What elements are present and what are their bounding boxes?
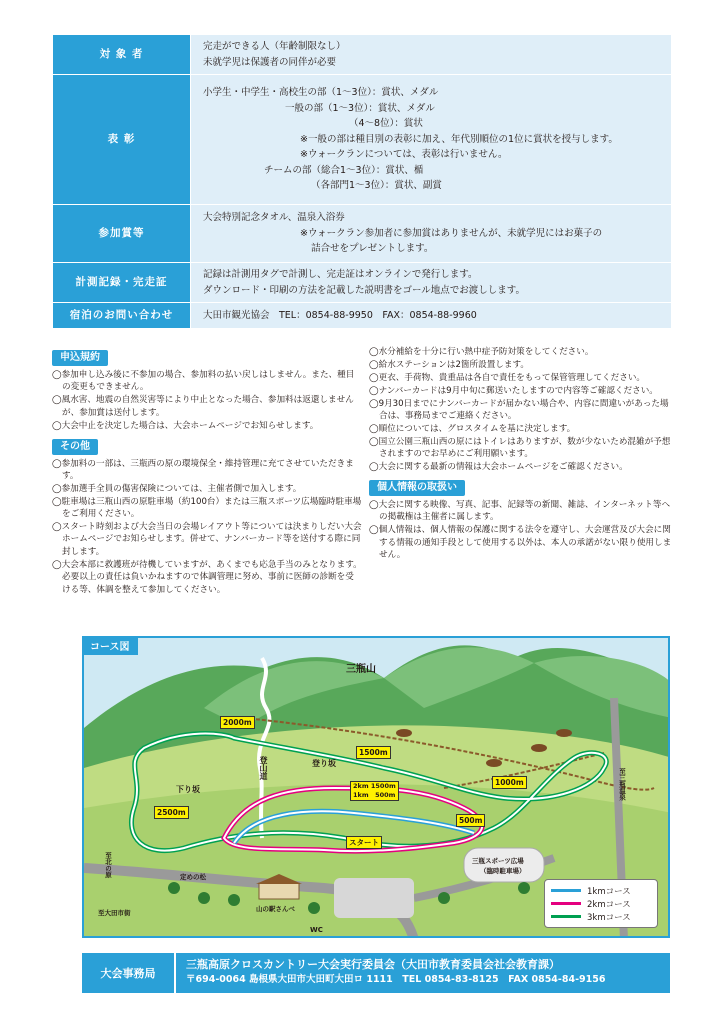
road-label-onsen: 至三瓶温泉 <box>618 768 626 801</box>
list-item: ◯風水害、地震の自然災害等により中止となった場合、参加料は返還しませんが、参加賞は送付します。 <box>52 395 354 418</box>
row-label: 表 彰 <box>53 75 191 205</box>
list-item: ◯大会中止を決定した場合は、大会ホームページでお知らせします。 <box>52 420 319 431</box>
legend-label: 2kmコース <box>587 899 631 910</box>
value-line: 記録は計測用タグで計測し、完走証はオンラインで発行します。 <box>203 269 478 280</box>
value-line: 大田市観光協会 TEL：0854-88-9950 FAX：0854-88-9960 <box>203 309 477 321</box>
legend-item <box>551 884 651 897</box>
list-item: ◯大会本部に救護班が待機していますが、あくまでも応急手当のみとなります。必要以上の責任は負いかねますので体調管理に努め、事前に医師の診断を受ける等、体調を整えて参加してください。 <box>52 559 362 595</box>
footer-body <box>174 953 670 993</box>
organizer-address: 〒694-0064 島根県大田市大田町大田ロ 1111 TEL 0854-83-8125 FAX 0854-84-9156 <box>186 974 606 985</box>
list-item: ◯更衣、手荷物、貴重品は各自で責任をもって保管管理してください。 <box>369 372 646 383</box>
value-line: 小学生・中学生・高校生の部（1～3位）：賞状、メダル <box>203 87 439 99</box>
course-map-tag: コース図 <box>82 636 138 655</box>
list-item: ◯スタート時刻および大会当日の会場レイアウト等については決まりしだい大会ホームページでお知らせします。併せて、ナンバーカード等を送付する際に同封します。 <box>52 522 362 557</box>
table-row <box>53 205 672 263</box>
row-value <box>191 75 672 205</box>
legend-item <box>551 910 651 923</box>
parking-label: （臨時駐車場） <box>480 867 526 875</box>
list-item: ◯水分補給を十分に行い熱中症予防対策をしてください。 <box>369 347 594 357</box>
value-line: （4～8位）：賞状 <box>349 118 423 130</box>
table-row <box>53 75 672 205</box>
section-heading-privacy: 個人情報の取扱い <box>369 480 465 496</box>
row-value <box>191 263 672 303</box>
list-item: ◯国立公園三瓶山西の原にはトイレはありますが、数が少ないため混雑が予想されますのでお早めにご利用願います。 <box>369 436 671 460</box>
row-label: 参加賞等 <box>53 205 191 263</box>
marker-1500: 1500m <box>356 746 391 759</box>
list-item: ◯参加選手全員の傷害保険については、主催者側で加入します。 <box>52 483 302 494</box>
list-item: ◯参加申し込み後に不参加の場合、参加料の払い戻しはしません。また、種目の変更もできません。 <box>52 370 355 393</box>
split-1km-label: 1km 500m <box>353 791 396 799</box>
marker-1000: 1000m <box>492 776 527 789</box>
list-item: ◯ナンバーカードは9月中旬に郵送いたしますので内容等ご確認ください。 <box>369 385 658 396</box>
value-line: 大会特別記念タオル、温泉入浴券 <box>203 212 345 224</box>
right-column <box>369 346 673 562</box>
marker-500: 500m <box>456 814 485 827</box>
row-value <box>191 303 672 329</box>
value-line: ※ウォークランについては、表彰は行いません。 <box>300 149 508 161</box>
value-line: 完走ができる人（年齢制限なし） <box>203 41 346 52</box>
road-label-north: 至北の原 <box>104 852 112 878</box>
legend-item <box>551 897 651 910</box>
list-item: ◯大会に関する最新の情報は大会ホームページをご確認ください。 <box>369 462 628 473</box>
table-row <box>53 303 672 329</box>
value-line: （各部門1～3位）：賞状、副賞 <box>311 180 442 192</box>
table-row <box>53 263 672 303</box>
footer-label: 大会事務局 <box>82 953 174 993</box>
split-2km-label: 2km 1500m <box>353 782 396 790</box>
list-item: ◯順位については、グロスタイムを基に決定します。 <box>369 423 576 434</box>
organizer-name: 三瓶高原クロスカントリー大会実行委員会（大田市教育委員会社会教育課） <box>186 958 560 971</box>
course-map <box>82 636 670 938</box>
list-item: ◯大会に関する映像、写真、記事、記録等の新聞、雑誌、インターネット等への掲載権は主催者に属します。 <box>369 500 671 523</box>
value-line: 未就学児は保護者の同伴が必要 <box>203 56 337 68</box>
section-heading-others: その他 <box>52 439 98 455</box>
row-value <box>191 205 672 263</box>
row-label: 宿泊のお問い合わせ <box>53 303 191 329</box>
legend-label: 1kmコース <box>587 886 631 897</box>
value-line: ※一般の部は種目別の表彰に加え、年代別順位の1位に賞状を授与します。 <box>300 133 618 145</box>
value-line: チームの部（総合1～3位）：賞状、楯 <box>264 164 424 176</box>
list-item: ◯参加料の一部は、三瓶西の原の環境保全・維持管理に充てさせていただきます。 <box>52 458 354 481</box>
info-table <box>52 34 672 329</box>
downhill-label: 下り坂 <box>176 785 200 794</box>
value-line: ダウンロード・印刷の方法を記載した説明書をゴール地点でお渡しします。 <box>203 284 526 296</box>
legend-swatch <box>551 915 581 918</box>
mountain-label: 三瓶山 <box>346 664 376 675</box>
list-item: ◯9月30日までにナンバーカードが届かない場合や、内容に間違いがあった場合は、事務局までご連絡ください。 <box>369 398 669 422</box>
section-heading-rules: 申込規約 <box>52 350 108 366</box>
split-marker <box>350 781 399 801</box>
marker-2000: 2000m <box>220 716 255 729</box>
course-legend <box>544 879 658 928</box>
legend-label: 3kmコース <box>587 912 631 923</box>
list-item: ◯個人情報は、個人情報の保護に関する法令を遵守し、大会運営及び大会に関する情報の通知手段として使用する以外は、本人の承諾がない限り使用しません。 <box>369 525 672 561</box>
value-line: ※ウォークラン参加者に参加賞はありませんが、未就学児にはお菓子の <box>300 227 603 239</box>
legend-swatch <box>551 902 581 905</box>
wc-label: WC <box>310 926 323 934</box>
value-line: 詰合せをプレゼントします。 <box>311 243 434 255</box>
uphill-label: 登り坂 <box>312 759 336 768</box>
list-item: ◯駐車場は三瓶山西の原駐車場（約100台）または三瓶スポーツ広場臨時駐車場をご利用ください。 <box>52 496 362 520</box>
value-line: 一般の部（1～3位）：賞状、メダル <box>285 102 435 114</box>
start-marker: スタート <box>346 836 382 849</box>
row-label: 対 象 者 <box>53 35 191 75</box>
row-label: 計測記録・完走証 <box>53 263 191 303</box>
marker-2500: 2500m <box>154 806 189 819</box>
legend-swatch <box>551 889 581 892</box>
row-value <box>191 35 672 75</box>
list-item: ◯給水ステーションは2箇所設置します。 <box>369 359 529 370</box>
left-column <box>52 346 362 597</box>
footer-contact <box>82 953 670 993</box>
sports-ground-label: 三瓶スポーツ広場 <box>472 857 524 865</box>
climb-trail-label: 登山道 <box>259 756 268 780</box>
table-row <box>53 35 672 75</box>
road-label-city: 至大田市街 <box>98 909 131 917</box>
station-label: 山の駅さんべ <box>256 905 295 913</box>
pine-label: 定めの松 <box>180 873 206 881</box>
